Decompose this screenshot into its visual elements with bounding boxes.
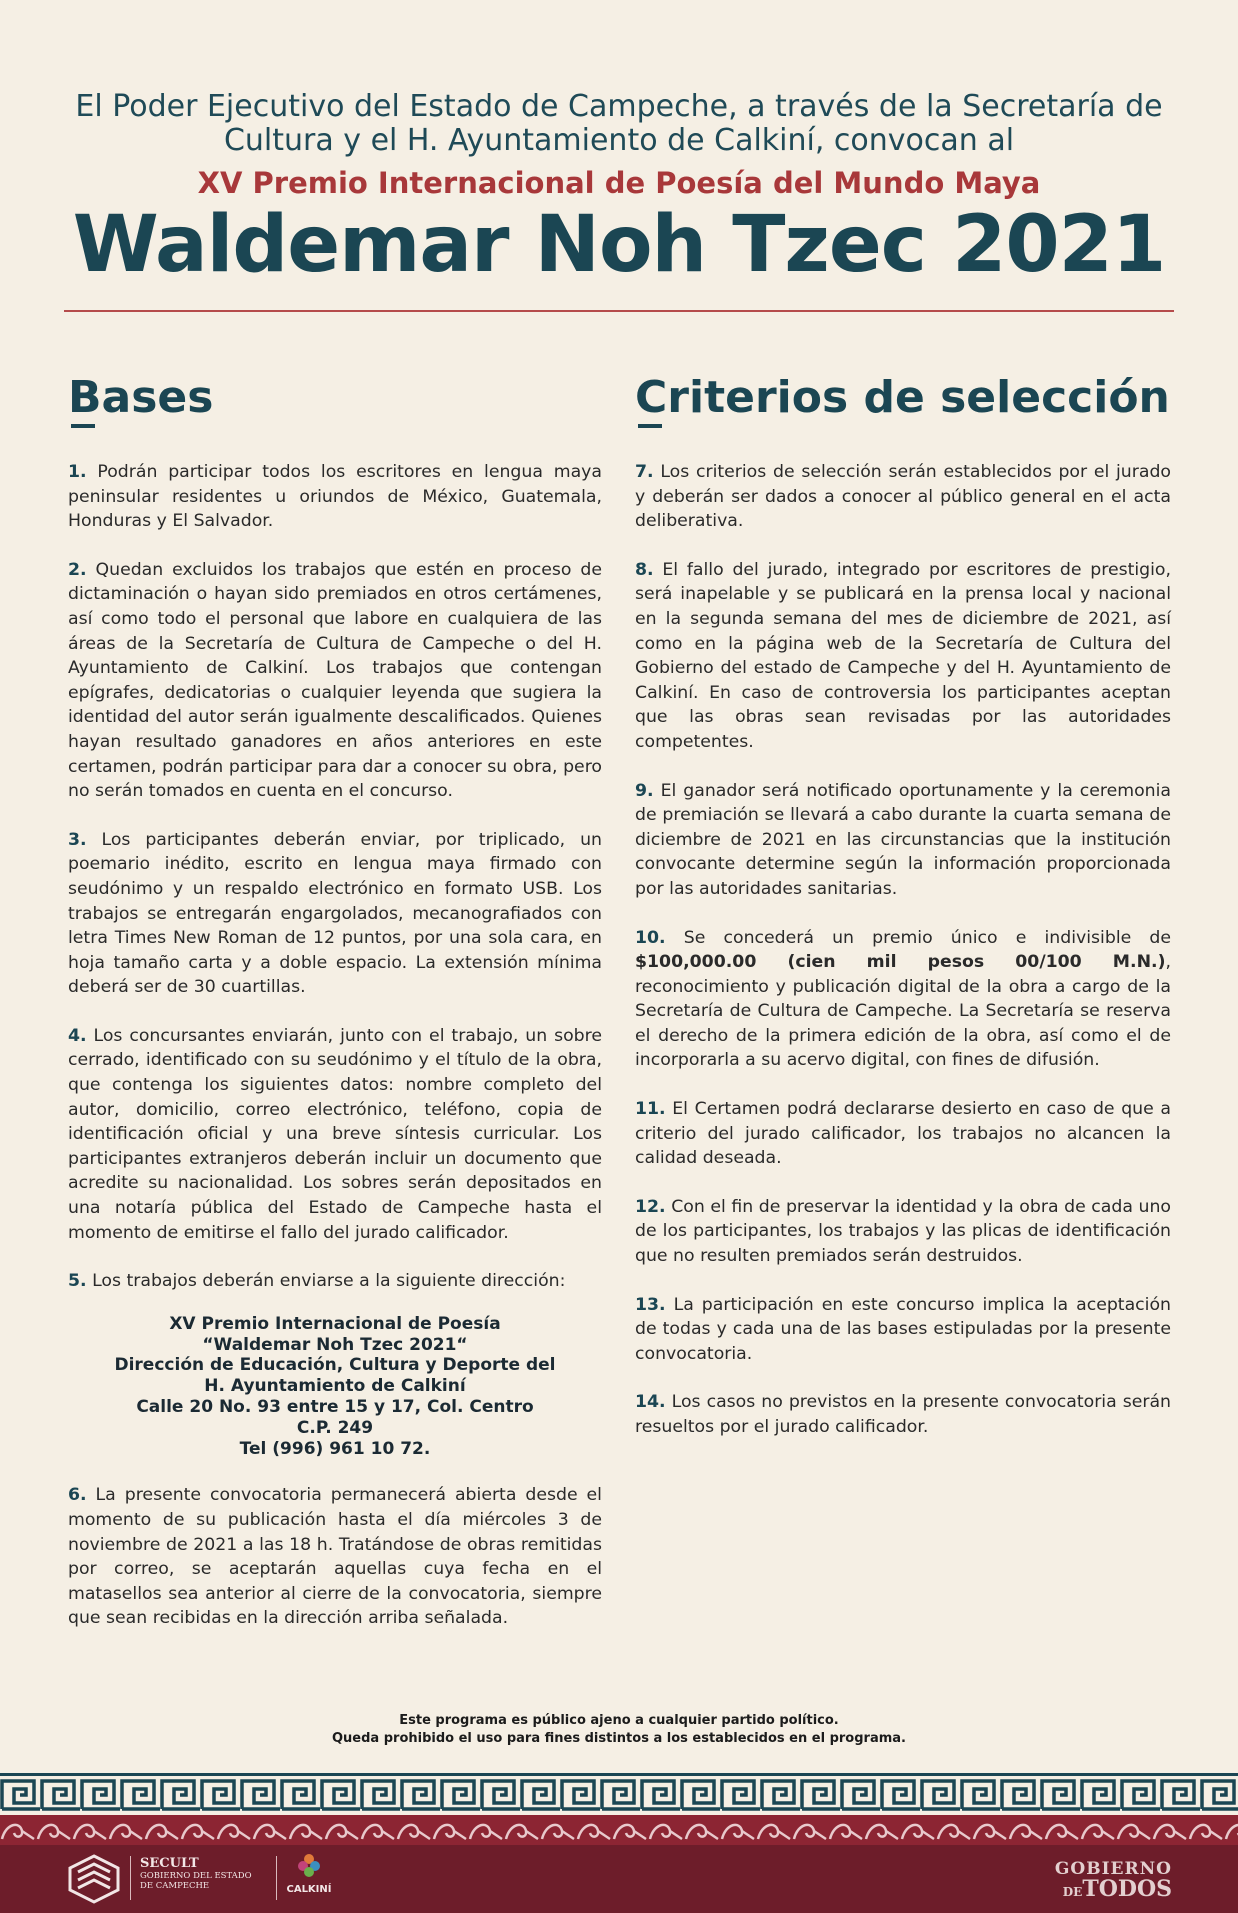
address-line: “Waldemar Noh Tzec 2021“ bbox=[202, 1334, 468, 1355]
item-number: 2. bbox=[68, 559, 87, 580]
item-number: 13. bbox=[635, 1294, 666, 1315]
item-text: Los casos no previstos en la presente convocatoria serán resueltos por el jurado calificador. bbox=[635, 1392, 1171, 1437]
intro-text: El Poder Ejecutivo del Estado de Campeche, a través de la Secretaría de Cultura y el H. Ayuntamiento de Calkiní, convocan al bbox=[75, 89, 1163, 158]
footer-band-pattern bbox=[0, 1815, 1238, 1845]
item-number: 9. bbox=[635, 780, 654, 801]
legal-note-line: Este programa es público ajeno a cualquier partido político. bbox=[399, 1713, 839, 1728]
list-item bbox=[635, 1390, 1171, 1439]
item-text: El Certamen podrá declararse desierto en caso de que a criterio del jurado calificador, los trabajos no alcancen la calidad deseada. bbox=[635, 1099, 1171, 1169]
header bbox=[0, 89, 1238, 290]
prize-amount: $100,000.00 (cien mil pesos 00/100 M.N.) bbox=[635, 952, 1166, 973]
address-line: XV Premio Internacional de Poesía bbox=[169, 1313, 501, 1334]
item-number: 11. bbox=[635, 1099, 666, 1120]
calkini-emblem-icon bbox=[294, 1850, 324, 1880]
secult-name: SECULT bbox=[140, 1856, 199, 1871]
item-number: 10. bbox=[635, 927, 666, 948]
de-text: DE bbox=[1062, 1885, 1083, 1899]
footer-divider bbox=[276, 1856, 277, 1900]
bases-column bbox=[68, 370, 602, 1655]
calkini-logo bbox=[284, 1850, 334, 1895]
todos-word: TODOS bbox=[1082, 1876, 1172, 1902]
item-text: La presente convocatoria permanecerá abierta desde el momento de su publicación hasta el día miércoles 3 de noviembre de 2021 a las 18 h. Tratándose de obras remitidas por correo, se aceptarán aquellas cuya fecha en el matasellos sea anterior al cierre de la convocatoria, siempre que sean recibidas en la dirección arriba señalada. bbox=[68, 1485, 602, 1629]
address-line: Calle 20 No. 93 entre 15 y 17, Col. Centro bbox=[136, 1397, 534, 1417]
list-item bbox=[68, 460, 602, 534]
item-number: 4. bbox=[68, 1025, 87, 1046]
criterios-heading-text: Criterios de selección bbox=[635, 372, 1170, 423]
item-text: Con el fin de preservar la identidad y la obra de cada uno de los participantes, los trabajos y las plicas de identificación que no resulten premiados serán destruidos. bbox=[635, 1196, 1171, 1267]
todos-text bbox=[1055, 1878, 1172, 1903]
item-text: El fallo del jurado, integrado por escritores de prestigio, será inapelable y se publicará en la prensa local y nacional en la segunda semana del mes de diciembre de 2021, así como en la página web de la Secretaría de Cultura del Gobierno del estado de Campeche y del H. Ayuntamiento de Calkiní. En caso de controversia los participantes aceptan que las obras sean revisadas por las autoridades competentes. bbox=[635, 559, 1171, 752]
secult-subtitle: GOBIERNO DEL ESTADO bbox=[140, 1871, 252, 1881]
mailing-address bbox=[68, 1314, 602, 1460]
item-number: 6. bbox=[68, 1485, 87, 1506]
list-item bbox=[635, 1293, 1171, 1367]
item-number: 3. bbox=[68, 829, 87, 850]
list-item bbox=[68, 828, 602, 1000]
item-text: Los trabajos deberán enviarse a la siguiente dirección: bbox=[86, 1271, 566, 1292]
calkini-name: CALKINÍ bbox=[286, 1884, 332, 1895]
address-line: Dirección de Educación, Cultura y Deporte del bbox=[114, 1355, 556, 1376]
address-line: C.P. 249 bbox=[296, 1417, 374, 1438]
page-title: Waldemar Noh Tzec 2021 bbox=[72, 200, 1166, 290]
item-number: 5. bbox=[68, 1271, 87, 1292]
list-item bbox=[68, 1024, 602, 1245]
award-subtitle: XV Premio Internacional de Poesía del Mundo Maya bbox=[197, 166, 1041, 200]
item-number: 7. bbox=[635, 462, 654, 482]
heading-underline bbox=[638, 424, 662, 428]
item-number: 1. bbox=[68, 462, 87, 482]
gobierno-de-todos-logo bbox=[1055, 1860, 1172, 1903]
item-text: Los concursantes enviarán, junto con el trabajo, un sobre cerrado, identificado con su seudónimo y el título de la obra, que contenga los siguientes datos: nombre completo del autor, domicilio, correo electrónico, teléfono, copia de identificación oficial y una breve síntesis curricular. Los participantes extranjeros deberán incluir un documento que acredite su nacionalidad. Los sobres serán depositados en una notaría pública del Estado de Campeche hasta el momento de emitirse el fallo del jurado calificador. bbox=[68, 1025, 602, 1243]
list-item bbox=[635, 558, 1171, 755]
list-item bbox=[635, 1195, 1171, 1269]
heading-underline bbox=[71, 424, 95, 428]
address-line: Tel (996) 961 10 72. bbox=[239, 1438, 431, 1459]
item-text: La participación en este concurso implica la aceptación de todas y cada una de las bases estipuladas por la presente convocatoria. bbox=[635, 1294, 1171, 1364]
list-item bbox=[635, 926, 1171, 1074]
item-number: 8. bbox=[635, 559, 654, 580]
gobierno-text: GOBIERNO bbox=[1054, 1859, 1172, 1879]
item-text: Podrán participar todos los escritores en lengua maya peninsular residentes u oriundos de México, Guatemala, Honduras y El Salvador. bbox=[68, 462, 602, 532]
item-text: El ganador será notificado oportunamente y la ceremonia de premiación se llevará a cabo durante la cuarta semana de diciembre de 2021 en las circunstancias que la institución convocante determine según la información proporcionada por las autoridades sanitarias. bbox=[635, 780, 1171, 899]
list-item bbox=[635, 779, 1171, 902]
header-divider bbox=[64, 310, 1174, 312]
greek-key-border bbox=[0, 1773, 1238, 1815]
list-item bbox=[635, 1097, 1171, 1171]
secult-label bbox=[140, 1856, 252, 1891]
secult-logo-icon bbox=[66, 1854, 122, 1904]
legal-note-line: Queda prohibido el uso para fines distintos a los establecidos en el programa. bbox=[332, 1731, 906, 1746]
list-item bbox=[68, 1483, 602, 1631]
item-text: , reconocimiento y publicación digital de la obra a cargo de la Secretaría de Cultura de Campeche. La Secretaría se reserva el derecho de la primera edición de la obra, así como el de incorporarla a su acervo digital, con fines de difusión. bbox=[635, 952, 1171, 1071]
footer-divider bbox=[130, 1856, 131, 1900]
address-line: H. Ayuntamiento de Calkiní bbox=[204, 1376, 466, 1397]
item-text: Los criterios de selección serán establecidos por el jurado y deberán ser dados a conocer al público general en el acta deliberativa. bbox=[635, 462, 1171, 532]
criterios-column bbox=[635, 370, 1171, 1464]
criterios-heading bbox=[635, 370, 1171, 426]
secult-subtitle: DE CAMPECHE bbox=[140, 1881, 210, 1891]
wave-pattern bbox=[0, 1815, 1238, 1845]
bases-heading bbox=[68, 370, 602, 426]
item-number: 14. bbox=[635, 1392, 666, 1413]
list-item bbox=[635, 460, 1171, 534]
item-text: Se concederá un premio único e indivisible de bbox=[665, 927, 1171, 948]
legal-note bbox=[0, 1712, 1238, 1748]
list-item bbox=[68, 1269, 602, 1294]
item-text: Los participantes deberán enviar, por triplicado, un poemario inédito, escrito en lengua maya firmado con seudónimo y un respaldo electrónico en formato USB. Los trabajos se entregarán engargolados, mecanografiados con letra Times New Roman de 12 puntos, por una sola cara, en hoja tamaño carta y a doble espacio. La extensión mínima deberá ser de 30 cuartillas. bbox=[68, 829, 602, 998]
bases-heading-text: Bases bbox=[68, 372, 214, 423]
list-item bbox=[68, 558, 602, 804]
item-number: 12. bbox=[635, 1196, 666, 1217]
item-text: Quedan excluidos los trabajos que estén en proceso de dictaminación o hayan sido premiados en otros certámenes, así como todo el personal que labore en cualquiera de las áreas de la Secretaría de Cultura de Campeche o del H. Ayuntamiento de Calkiní. Los trabajos que contengan epígrafes, dedicatorias o cualquier leyenda que sugiera la identidad del autor serán igualmente descalificados. Quienes hayan resultado ganadores en años anteriores en este certamen, podrán participar para dar a conocer su obra, pero no serán tomados en cuenta en el concurso. bbox=[68, 559, 602, 802]
